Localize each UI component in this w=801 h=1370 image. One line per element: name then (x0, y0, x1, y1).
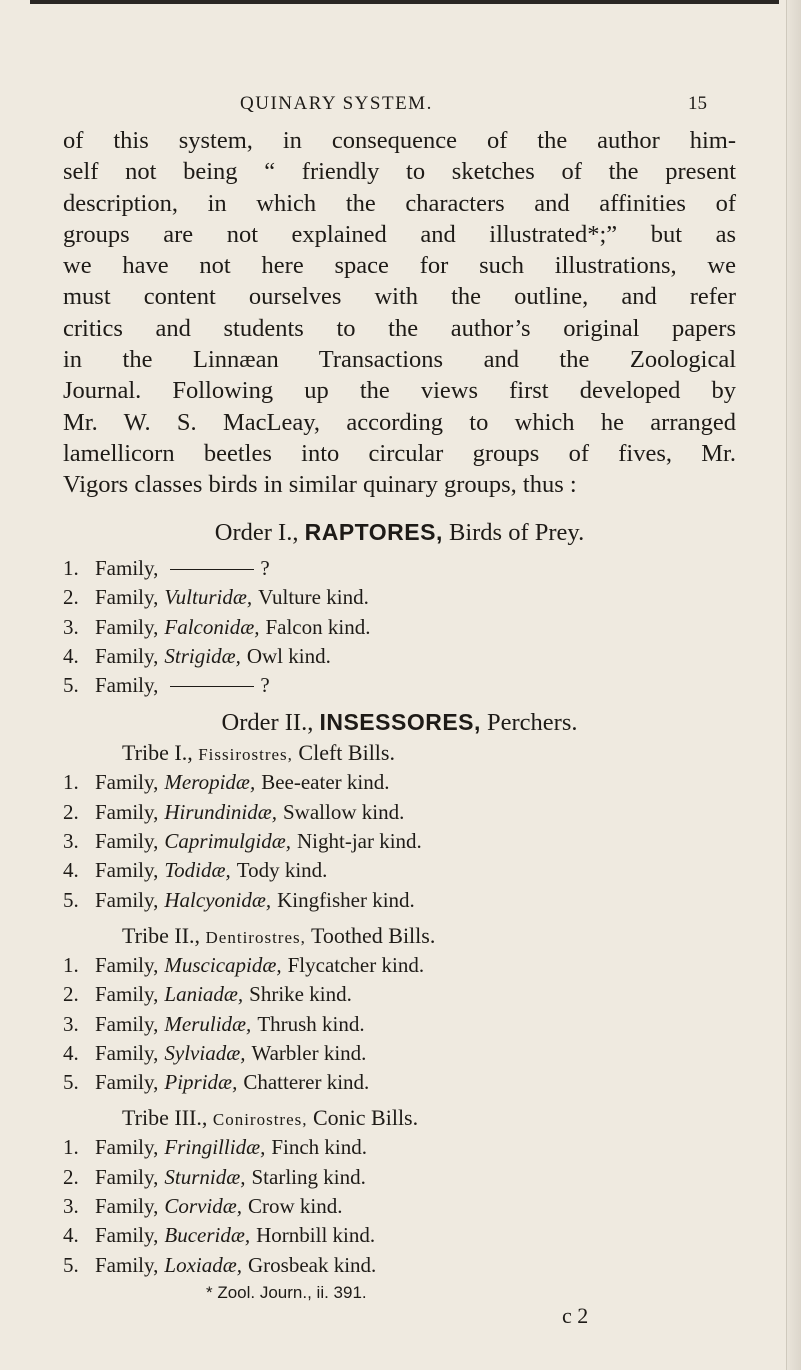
prose-line: self not being “ friendly to sketches of the present (63, 158, 736, 186)
list-item: 4. Family, Buceridæ, Hornbill kind. (63, 1223, 376, 1248)
list-item: 1. Family, Muscicapidæ, Flycatcher kind. (63, 952, 425, 977)
classification-list (63, 516, 736, 1306)
running-head (0, 93, 801, 117)
blank-dash (170, 686, 254, 687)
list-item: 5. Family, Pipridæ, Chatterer kind. (63, 1070, 370, 1095)
list-item: 2. Family, Vulturidæ, Vulture kind. (63, 585, 369, 610)
prose-line: description, in which the characters and affinities of (63, 189, 736, 217)
list-item: 2. Family, Sturnidæ, Starling kind. (63, 1164, 366, 1189)
list-item: 5. Family, Loxiadæ, Grosbeak kind. (63, 1252, 377, 1277)
prose-line: must content ourselves with the outline, and refer (63, 283, 736, 311)
list-item: 3. Family, Corvidæ, Crow kind. (63, 1194, 343, 1219)
page-number: 15 (688, 93, 707, 114)
order-heading-raptores: Order I., RAPTORES, Birds of Prey. (214, 519, 585, 546)
signature-mark: c 2 (562, 1303, 589, 1328)
prose-line: groups are not explained and illustrated*;” but as (63, 220, 736, 248)
list-item: 1. Family, Meropidæ, Bee-eater kind. (63, 770, 390, 795)
list-item: 3. Family, Caprimulgidæ, Night-jar kind. (63, 829, 422, 854)
tribe-heading-fissirostres: Tribe I., Fissirostres, Cleft Bills. (122, 740, 395, 766)
prose-line: Vigors classes birds in similar quinary groups, thus : (63, 471, 577, 499)
list-item: 3. Family, Falconidæ, Falcon kind. (63, 614, 371, 639)
list-item: 4. Family, Strigidæ, Owl kind. (63, 643, 331, 668)
prose-line: in the Linnæan Transactions and the Zoological (63, 346, 736, 374)
tribe-heading-dentirostres: Tribe II., Dentirostres, Toothed Bills. (122, 922, 436, 948)
prose-line: critics and students to the author’s original papers (63, 314, 736, 342)
blank-dash (170, 569, 254, 570)
prose-line: we have not here space for such illustrations, we (63, 252, 736, 280)
list-item: 4. Family, Todidæ, Tody kind. (63, 858, 328, 883)
order-heading-insessores: Order II., INSESSORES, Perchers. (221, 709, 578, 737)
list-item: 2. Family, Laniadæ, Shrike kind. (63, 982, 352, 1007)
prose-line: Mr. W. S. MacLeay, according to which he arranged (63, 408, 736, 436)
list-item: 1. Family, Fringillidæ, Finch kind. (63, 1135, 367, 1160)
list-item: 5. Family, ? (63, 673, 270, 698)
list-item: 2. Family, Hirundinidæ, Swallow kind. (63, 799, 405, 824)
prose-line: lamellicorn beetles into circular groups of fives, Mr. (63, 439, 736, 467)
page-edge (786, 0, 801, 1370)
list-item: 4. Family, Sylviadæ, Warbler kind. (63, 1040, 367, 1065)
prose-line: Journal. Following up the views first developed by (63, 377, 736, 405)
top-rule (30, 0, 779, 4)
list-item: 5. Family, Halcyonidæ, Kingfisher kind. (63, 887, 415, 912)
tribe-heading-conirostres: Tribe III., Conirostres, Conic Bills. (122, 1105, 419, 1131)
body-paragraph (63, 125, 736, 501)
footnote: * Zool. Journ., ii. 391. (206, 1282, 367, 1302)
list-item: 1. Family, ? (63, 556, 270, 580)
running-title: QUINARY SYSTEM. (240, 93, 433, 114)
list-item: 3. Family, Merulidæ, Thrush kind. (63, 1011, 365, 1036)
prose-line: of this system, in consequence of the author him- (63, 127, 736, 154)
